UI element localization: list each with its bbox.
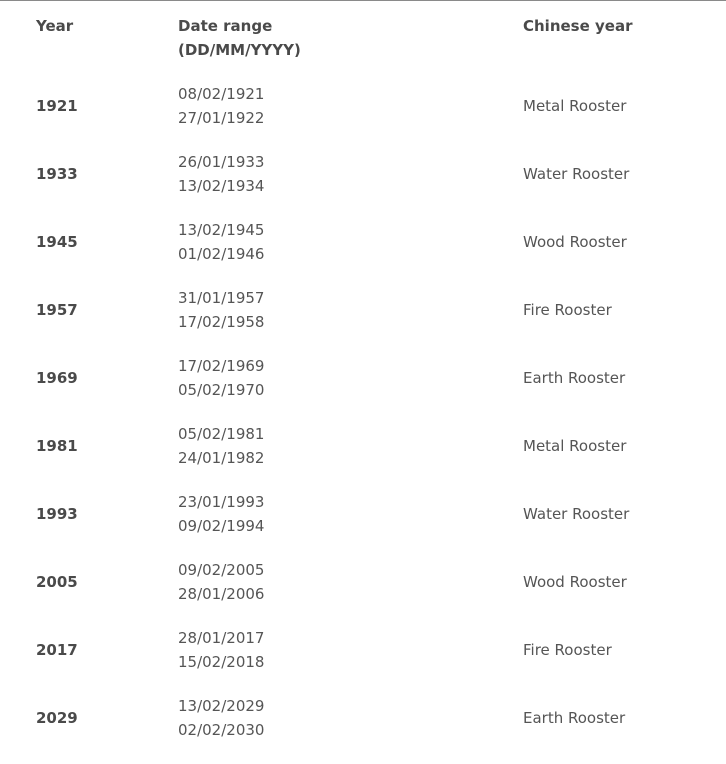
end-date: 24/01/1982 — [178, 449, 265, 467]
table-row — [0, 152, 726, 220]
table-row — [0, 696, 726, 764]
date-range-cell — [178, 354, 264, 402]
year-cell: 1921 — [36, 97, 78, 115]
year-cell: 2005 — [36, 573, 78, 591]
chinese-year-cell: Water Rooster — [523, 505, 630, 523]
header-date-format: (DD/MM/YYYY) — [178, 41, 301, 59]
date-range-cell — [178, 422, 264, 470]
start-date: 13/02/2029 — [178, 697, 265, 715]
end-date: 02/02/2030 — [178, 721, 265, 739]
table-row — [0, 220, 726, 288]
year-cell: 1993 — [36, 505, 78, 523]
end-date: 28/01/2006 — [178, 585, 265, 603]
end-date: 13/02/1934 — [178, 177, 265, 195]
table-row — [0, 84, 726, 152]
year-cell: 2017 — [36, 641, 78, 659]
chinese-year-cell: Earth Rooster — [523, 709, 626, 727]
date-range-cell — [178, 286, 264, 334]
end-date: 05/02/1970 — [178, 381, 265, 399]
date-range-cell — [178, 82, 264, 130]
end-date: 01/02/1946 — [178, 245, 265, 263]
header-year: Year — [36, 17, 74, 35]
year-cell: 1945 — [36, 233, 78, 251]
chinese-year-cell: Metal Rooster — [523, 437, 627, 455]
table-row — [0, 628, 726, 696]
chinese-year-cell: Wood Rooster — [523, 233, 627, 251]
header-date-range-label: Date range — [178, 17, 273, 35]
year-cell: 1981 — [36, 437, 78, 455]
start-date: 17/02/1969 — [178, 357, 265, 375]
end-date: 09/02/1994 — [178, 517, 265, 535]
table-row — [0, 424, 726, 492]
header-date-range — [178, 14, 301, 62]
year-cell: 2029 — [36, 709, 78, 727]
chinese-year-cell: Metal Rooster — [523, 97, 627, 115]
date-range-cell — [178, 218, 264, 266]
table-header-row — [0, 0, 726, 70]
date-range-cell — [178, 626, 264, 674]
date-range-cell — [178, 490, 264, 538]
chinese-year-cell: Fire Rooster — [523, 301, 612, 319]
header-chinese-year: Chinese year — [523, 17, 633, 35]
date-range-cell — [178, 694, 264, 742]
date-range-cell — [178, 150, 264, 198]
start-date: 31/01/1957 — [178, 289, 265, 307]
start-date: 09/02/2005 — [178, 561, 265, 579]
start-date: 08/02/1921 — [178, 85, 265, 103]
end-date: 17/02/1958 — [178, 313, 265, 331]
chinese-year-cell: Earth Rooster — [523, 369, 626, 387]
year-cell: 1957 — [36, 301, 78, 319]
table-row — [0, 560, 726, 628]
table-row — [0, 288, 726, 356]
year-cell: 1933 — [36, 165, 78, 183]
start-date: 23/01/1993 — [178, 493, 265, 511]
year-cell: 1969 — [36, 369, 78, 387]
start-date: 26/01/1933 — [178, 153, 265, 171]
start-date: 13/02/1945 — [178, 221, 265, 239]
table-row — [0, 356, 726, 424]
chinese-year-cell: Fire Rooster — [523, 641, 612, 659]
end-date: 27/01/1922 — [178, 109, 265, 127]
start-date: 28/01/2017 — [178, 629, 265, 647]
chinese-year-cell: Wood Rooster — [523, 573, 627, 591]
start-date: 05/02/1981 — [178, 425, 265, 443]
end-date: 15/02/2018 — [178, 653, 265, 671]
table-row — [0, 492, 726, 560]
date-range-cell — [178, 558, 264, 606]
chinese-year-cell: Water Rooster — [523, 165, 630, 183]
